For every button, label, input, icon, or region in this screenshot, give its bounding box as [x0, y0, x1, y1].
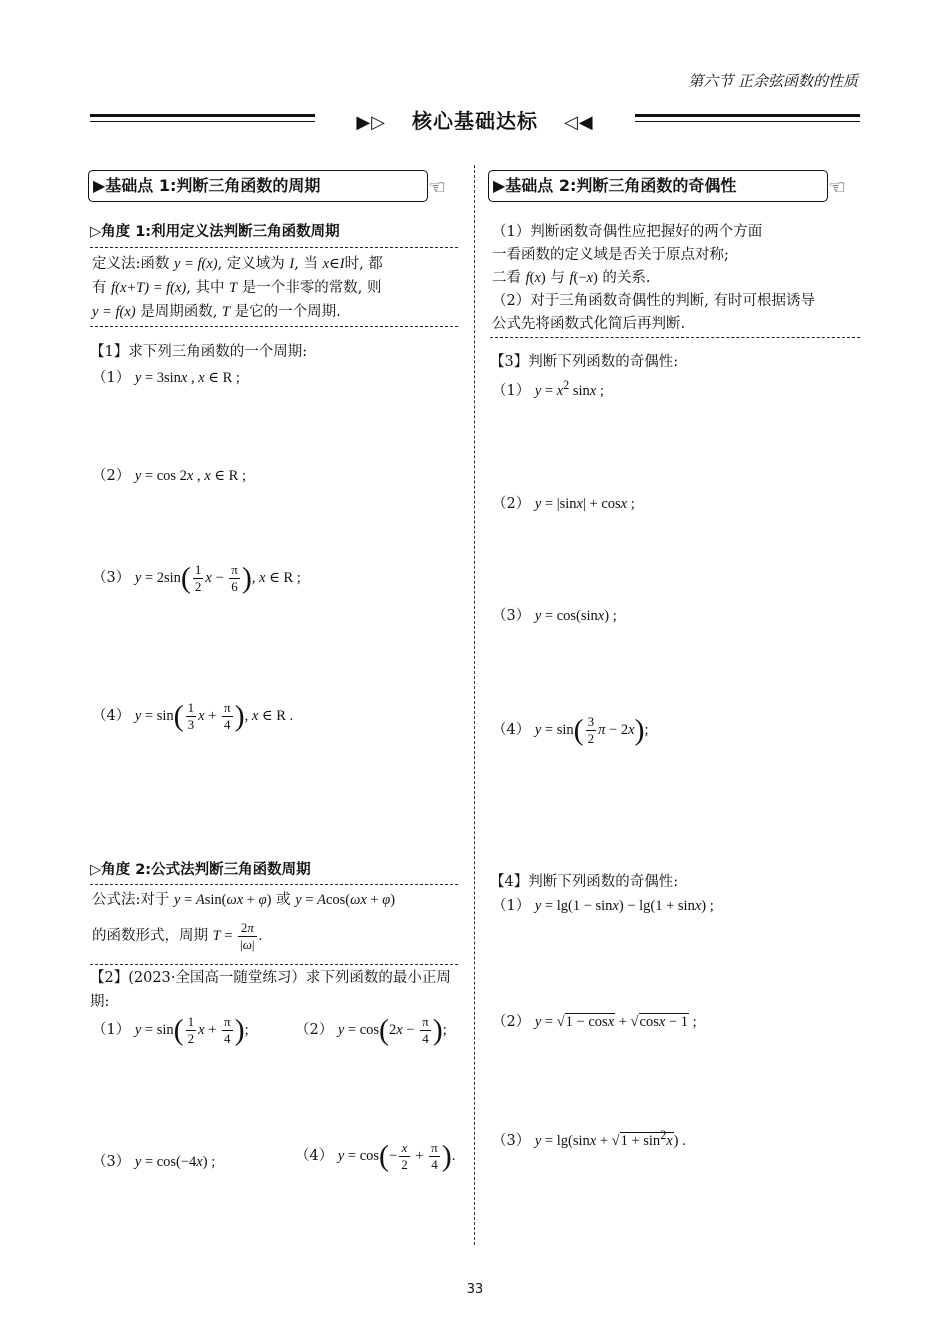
dashed-rule: [90, 326, 458, 327]
math-expr: f(−x): [569, 270, 598, 286]
math-expr: y = sin( $\frac{1}{2}$ x + $\frac{\pi}{4}$ );: [134, 1013, 249, 1047]
math-expr: y = cos 2x , x ∈ R ;: [134, 468, 246, 484]
banner-line-left: [90, 114, 315, 122]
math-expr: T: [221, 304, 230, 320]
math-expr: x∈I: [322, 256, 345, 272]
math-expr: y = f(x): [92, 304, 136, 320]
question-1-part-4: [92, 700, 293, 733]
item-number: （2）: [492, 1014, 531, 1030]
banner-arrow-left: ▶▷: [356, 112, 387, 133]
topic-box-period: [88, 170, 428, 202]
section-banner: [340, 105, 610, 134]
math-expr: y = sin( $\frac{1}{3}$ x + $\frac{\pi}{4}$ ), x ∈ R .: [134, 699, 294, 733]
question-3-part-2: [492, 492, 635, 513]
math-expr: y = |sinx| + cosx ;: [534, 496, 635, 512]
math-expr: y = √1 − cosx + √cosx − 1 ;: [534, 1014, 697, 1030]
item-number: （2）: [492, 496, 531, 512]
question-3: 【3】判断下列函数的奇偶性:: [490, 354, 679, 370]
question-2-part-2: [295, 1014, 447, 1047]
item-number: （4）: [92, 707, 131, 724]
page-number: 33: [466, 1282, 484, 1297]
item-number: （1）: [92, 1021, 131, 1038]
banner-arrow-right: ◁◀: [563, 112, 594, 133]
note-line: 一看函数的定义域是否关于原点对称;: [492, 247, 729, 263]
math-expr: f(x): [525, 270, 546, 286]
question-4-part-1: [492, 894, 714, 915]
question-1-part-1: [92, 366, 240, 387]
item-number: （4）: [295, 1147, 334, 1164]
def-text: 是一个非零的常数, 则: [241, 280, 382, 296]
question-1-part-3: [92, 562, 301, 595]
question-4: 【4】判断下列函数的奇偶性:: [490, 874, 679, 890]
item-number: （3）: [492, 608, 531, 624]
question-2-part-4: [295, 1140, 455, 1173]
item-number: （1）: [492, 898, 531, 914]
math-expr: y = 3sinx , x ∈ R ;: [134, 370, 240, 386]
def-text: 有: [92, 280, 107, 296]
item-number: （1）: [92, 370, 131, 386]
topic-box-parity: [488, 170, 828, 202]
parity-notes: [492, 221, 864, 336]
question-2-part-1: [92, 1014, 249, 1047]
math-expr: y = cos(2x − $\frac{\pi}{4}$ );: [337, 1013, 447, 1047]
math-expr: T = $\frac{2\pi}{|\omega|}$ .: [212, 920, 263, 952]
column-divider: [474, 165, 475, 1245]
definition-block: [92, 252, 462, 324]
banner-line-right: [635, 114, 860, 122]
question-4-part-3: [492, 1128, 686, 1150]
def-text: , 定义域为: [217, 256, 285, 272]
def-text: 是它的一个周期.: [234, 304, 341, 320]
item-number: （3）: [92, 569, 131, 586]
math-expr: y = 2sin( $\frac{1}{2}$ x − $\frac{\pi}{6}$ ), x ∈ R ;: [134, 561, 301, 595]
dashed-rule: [90, 964, 458, 965]
formula-text: 或: [276, 892, 291, 908]
item-number: （2）: [295, 1021, 334, 1038]
math-expr: T: [229, 280, 238, 296]
math-expr: f(x+T) = f(x): [111, 280, 187, 296]
math-expr: I: [289, 256, 295, 272]
math-expr: y = sin( $\frac{3}{2}$ π − 2x);: [534, 713, 649, 747]
item-number: （1）: [492, 382, 531, 399]
item-number: （3）: [492, 1132, 531, 1149]
math-expr: $y = x^2$ sinx ;: [534, 378, 604, 399]
def-text: , 当: [294, 256, 318, 272]
math-expr: y = cos(−4x) ;: [134, 1154, 216, 1170]
question-3-part-3: [492, 604, 617, 625]
question-1: 【1】求下列三角函数的一个周期:: [90, 344, 308, 360]
question-1-part-2: [92, 464, 246, 485]
item-number: （4）: [492, 721, 531, 738]
math-expr: y = cos(− $\frac{x}{2}$ + $\frac{\pi}{4}$ ).: [337, 1139, 456, 1173]
formula-block: [92, 888, 462, 953]
dashed-rule: [90, 247, 458, 248]
math-expr: $y = \lg(\sin x + √1 + \sin^2x)$ .: [534, 1128, 686, 1149]
note-text: 与: [550, 270, 565, 286]
topic-title: ▶基础点 2:判断三角函数的奇偶性: [493, 176, 737, 195]
question-3-part-1: [492, 378, 604, 400]
note-line: （1）判断函数奇偶性应把握好的两个方面: [492, 224, 763, 240]
def-text: 是周期函数,: [140, 304, 218, 320]
item-number: （2）: [92, 468, 131, 484]
def-text: , 其中: [186, 280, 225, 296]
note-text: 的关系.: [602, 270, 651, 286]
angle-heading-1: ▷角度 1:利用定义法判断三角函数周期: [90, 224, 340, 240]
math-expr: y = Asin(ωx + φ): [174, 892, 272, 908]
chapter-title: 第六节 正余弦函数的性质: [688, 72, 858, 90]
question-2: 【2】(2023·全国高一随堂练习）求下列函数的最小正周期:: [90, 970, 451, 1010]
question-3-part-4: [492, 714, 649, 747]
dashed-rule: [490, 337, 860, 338]
math-expr: y = Acos(ωx + φ): [295, 892, 396, 908]
note-text: 二看: [492, 270, 521, 286]
pointing-hand-icon: ☜: [428, 175, 446, 199]
math-expr: y = lg(1 − sinx) − lg(1 + sinx) ;: [534, 898, 714, 914]
banner-title: 核心基础达标: [412, 109, 538, 133]
angle-heading-2: ▷角度 2:公式法判断三角函数周期: [90, 862, 311, 878]
formula-text: 的函数形式，周期: [92, 927, 208, 944]
pointing-hand-icon: ☜: [828, 175, 846, 199]
formula-text: 公式法:对于: [92, 892, 170, 908]
question-4-part-2: [492, 1010, 697, 1031]
math-expr: y = cos(sinx) ;: [534, 608, 617, 624]
question-2-part-3: [92, 1150, 215, 1171]
item-number: （3）: [92, 1154, 131, 1170]
math-expr: y = f(x): [174, 256, 218, 272]
note-line: （2）对于三角函数奇偶性的判断, 有时可根据诱导: [492, 293, 815, 309]
topic-title: ▶基础点 1:判断三角函数的周期: [93, 176, 321, 195]
def-text: 定义法:函数: [92, 256, 170, 272]
def-text: 时, 都: [344, 256, 383, 272]
dashed-rule: [90, 884, 458, 885]
note-line: 公式先将函数式化简后再判断.: [492, 316, 686, 332]
